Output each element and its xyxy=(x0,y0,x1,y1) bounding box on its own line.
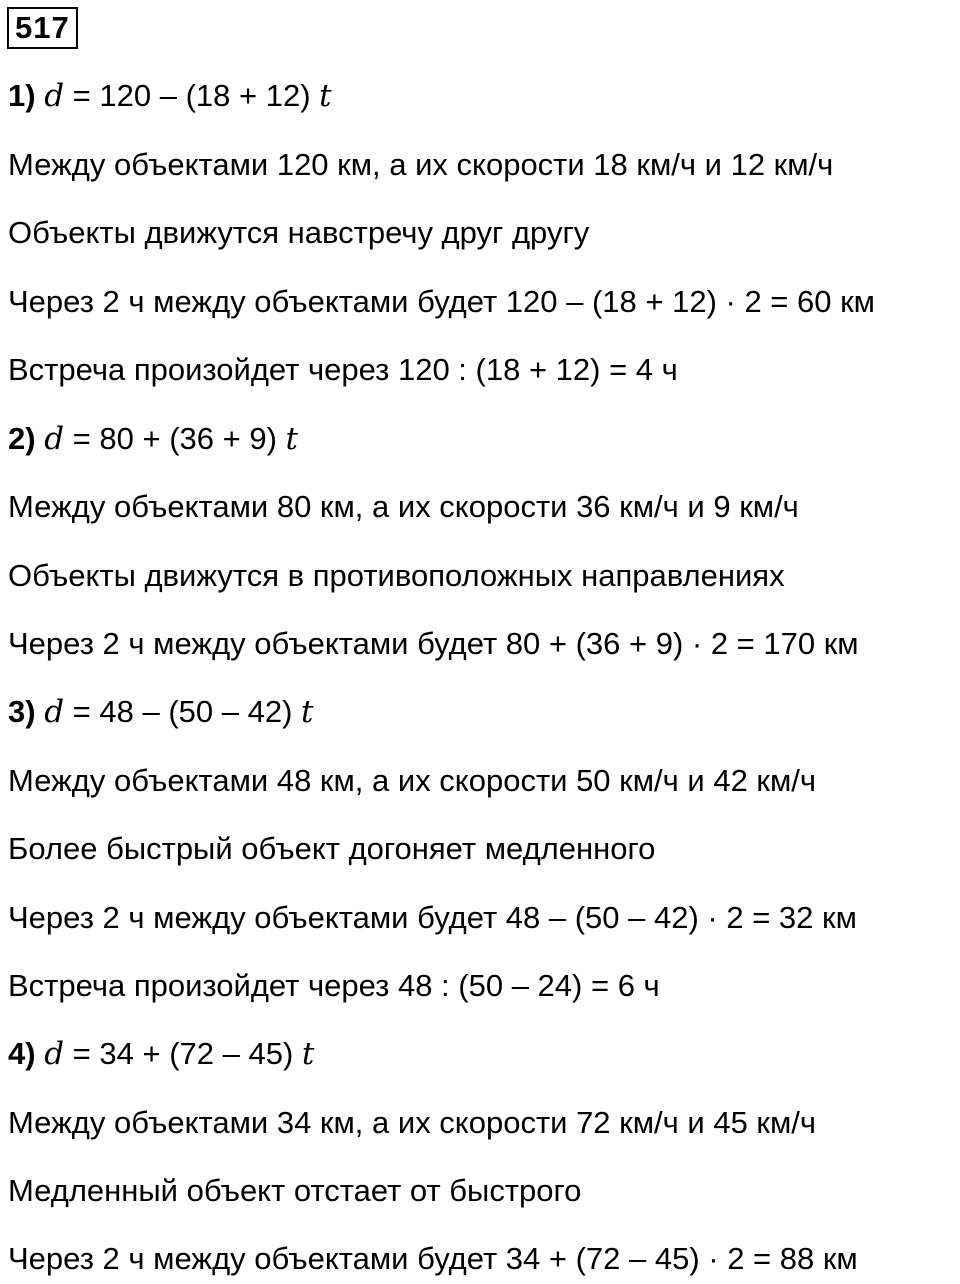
formula-line-2 xyxy=(8,419,298,459)
formula-expression: = 34 + (72 – 45) xyxy=(64,1036,302,1071)
text-line: Встреча произойдет через 48 : (50 – 24) = 6 ч xyxy=(8,968,660,1003)
formula-line-1 xyxy=(8,76,332,116)
text-line: Между объектами 34 км, а их скорости 72 км/ч и 45 км/ч xyxy=(8,1105,817,1140)
variable-t: t xyxy=(319,78,332,114)
formula-expression: = 80 + (36 + 9) xyxy=(64,421,286,456)
task-number-box: 517 xyxy=(7,7,78,49)
text-line: Через 2 ч между объектами будет 48 – (50 – 42) · 2 = 32 км xyxy=(8,900,857,935)
text-line: Через 2 ч между объектами будет 80 + (36 + 9) · 2 = 170 км xyxy=(8,626,859,661)
variable-d: d xyxy=(44,78,65,114)
part-number: 1) xyxy=(8,78,36,113)
formula-expression: = 120 – (18 + 12) xyxy=(64,78,320,113)
text-line: Более быстрый объект догоняет медленного xyxy=(8,831,656,866)
part-number: 4) xyxy=(8,1036,36,1071)
text-line: Между объектами 48 км, а их скорости 50 км/ч и 42 км/ч xyxy=(8,763,817,798)
variable-t: t xyxy=(285,421,298,457)
text-line: Между объектами 80 км, а их скорости 36 км/ч и 9 км/ч xyxy=(8,489,799,524)
part-number: 2) xyxy=(8,421,36,456)
text-line: Объекты движутся в противоположных направлениях xyxy=(8,558,785,593)
formula-line-4 xyxy=(8,1034,314,1074)
variable-d: d xyxy=(44,694,65,730)
variable-d: d xyxy=(44,1036,65,1072)
part-number: 3) xyxy=(8,694,36,729)
text-line: Через 2 ч между объектами будет 120 – (18 + 12) · 2 = 60 км xyxy=(8,284,875,319)
variable-d: d xyxy=(44,421,65,457)
variable-t: t xyxy=(301,694,314,730)
text-line: Через 2 ч между объектами будет 34 + (72 – 45) · 2 = 88 км xyxy=(8,1241,858,1276)
formula-line-3 xyxy=(8,692,314,732)
formula-expression: = 48 – (50 – 42) xyxy=(64,694,302,729)
text-line: Встреча произойдет через 120 : (18 + 12) = 4 ч xyxy=(8,352,678,387)
text-line: Между объектами 120 км, а их скорости 18 км/ч и 12 км/ч xyxy=(8,147,834,182)
text-line: Объекты движутся навстречу друг другу xyxy=(8,215,590,250)
variable-t: t xyxy=(301,1036,315,1072)
text-line: Медленный объект отстает от быстрого xyxy=(8,1173,582,1208)
